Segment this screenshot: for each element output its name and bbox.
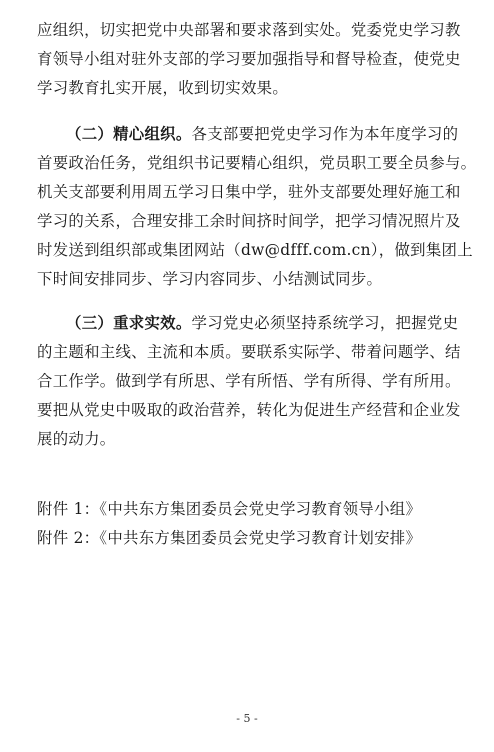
para2-line-3: 机关支部要利用周五学习日集中学，驻外支部要处理好施工和 (37, 183, 461, 201)
page-number: - 5 - (236, 712, 258, 725)
para2-first-rest: 各支部要把党史学习作为本年度学习的 (191, 125, 459, 143)
para3-line-3: 合工作学。做到学有所思、学有所悟、学有所得、学有所用。 (37, 372, 461, 390)
para2-first-line (66, 124, 463, 144)
attachment-2 (37, 528, 421, 548)
para2-line-6: 下时间安排同步、学习内容同步、小结测试同步。 (37, 270, 383, 288)
attachment-2-label: 附件 2： (37, 529, 100, 547)
para2-line-2: 首要政治任务，党组织书记要精心组织，党员职工要全员参与。 (37, 154, 477, 172)
para2-heading: （二）精心组织。 (66, 125, 192, 143)
para1-line-2: 育领导小组对驻外支部的学习要加强指导和督导检查，使党史 (37, 50, 461, 68)
para3-line-5: 展的动力。 (37, 430, 116, 448)
attachment-1 (37, 499, 421, 519)
para3-heading: （三）重求实效。 (66, 314, 192, 332)
para3-line-2: 的主题和主线、主流和本质。要联系实际学、带着问题学、结 (37, 343, 461, 361)
attachment-2-title: 《中共东方集团委员会党史学习教育计划安排》 (99, 529, 422, 547)
attachment-1-title: 《中共东方集团委员会党史学习教育领导小组》 (99, 500, 422, 518)
para3-line-4: 要把从党史中吸取的政治营养，转化为促进生产经营和企业发 (37, 401, 461, 419)
para2-line-5: 时发送到组织部或集团网站（dw@dfff.com.cn），做到集团上 (37, 241, 473, 259)
attachment-1-label: 附件 1： (37, 500, 100, 518)
para3-first-line (66, 313, 463, 333)
para2-line-4: 学习的关系，合理安排工余时间挤时间学，把学习情况照片及 (37, 212, 461, 230)
para1-line-1: 应组织，切实把党中央部署和要求落到实处。党委党史学习教 (37, 21, 461, 39)
para1-line-3: 学习教育扎实开展，收到切实效果。 (37, 79, 289, 97)
para3-first-rest: 学习党史必须坚持系统学习，把握党史 (191, 314, 459, 332)
